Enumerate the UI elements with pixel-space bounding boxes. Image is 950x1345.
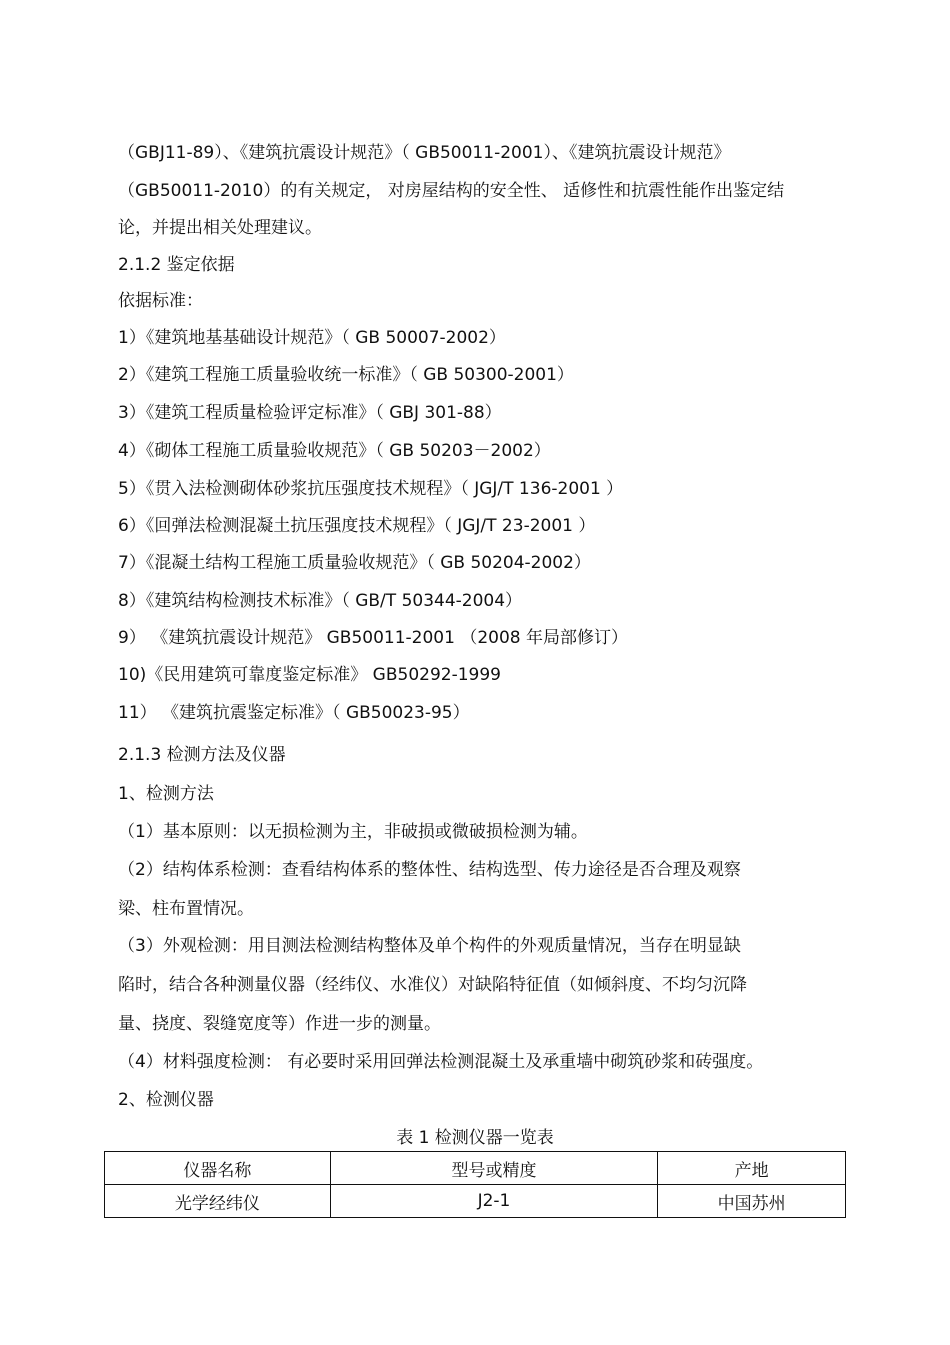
table-cell: J2-1 bbox=[330, 1185, 658, 1218]
paragraph-line: （1）基本原则：以无损检测为主，非破损或微破损检测为辅。 bbox=[118, 822, 588, 842]
standard-list-item: 9） 《建筑抗震设计规范》 GB50011-2001 （2008 年局部修订） bbox=[118, 628, 629, 648]
paragraph-line: 量、挠度、裂缝宽度等）作进一步的测量。 bbox=[118, 1014, 441, 1034]
section-heading: 2.1.2 鉴定依据 bbox=[118, 255, 235, 275]
paragraph-line: （3）外观检测：用目测法检测结构整体及单个构件的外观质量情况，当存在明显缺 bbox=[118, 936, 741, 956]
standard-list-item: 7）《混凝土结构工程施工质量验收规范》（ GB 50204-2002） bbox=[118, 553, 591, 573]
standard-list-item: 11） 《建筑抗震鉴定标准》（ GB50023-95） bbox=[118, 703, 470, 723]
section-heading: 2.1.3 检测方法及仪器 bbox=[118, 745, 286, 765]
paragraph-line: （GB50011-2010）的有关规定， 对房屋结构的安全性、 适修性和抗震性能作出鉴定结 bbox=[118, 181, 785, 201]
column-header: 仪器名称 bbox=[105, 1152, 331, 1185]
standard-list-item: 3）《建筑工程质量检验评定标准》（ GBJ 301-88） bbox=[118, 403, 502, 423]
table-row bbox=[105, 1185, 846, 1218]
paragraph-line: （4）材料强度检测： 有必要时采用回弹法检测混凝土及承重墙中砌筑砂浆和砖强度。 bbox=[118, 1052, 764, 1072]
table-cell: 中国苏州 bbox=[658, 1185, 846, 1218]
subsection-heading: 2、检测仪器 bbox=[118, 1090, 214, 1110]
standard-list-item: 10)《民用建筑可靠度鉴定标准》 GB50292-1999 bbox=[118, 665, 501, 685]
standard-list-item: 1）《建筑地基基础设计规范》（ GB 50007-2002） bbox=[118, 328, 506, 348]
paragraph-line: 依据标准： bbox=[118, 291, 203, 311]
paragraph-line: 陷时，结合各种测量仪器（经纬仪、水准仪）对缺陷特征值（如倾斜度、不均匀沉降 bbox=[118, 975, 747, 995]
paragraph-line: 论，并提出相关处理建议。 bbox=[118, 218, 322, 238]
table-header-row bbox=[105, 1152, 846, 1185]
table-caption: 表 1 检测仪器一览表 bbox=[396, 1128, 554, 1148]
instrument-table bbox=[104, 1151, 846, 1218]
column-header: 型号或精度 bbox=[330, 1152, 658, 1185]
standard-list-item: 4）《砌体工程施工质量验收规范》（ GB 50203－2002） bbox=[118, 441, 551, 461]
standard-list-item: 5）《贯入法检测砌体砂浆抗压强度技术规程》（ JGJ/T 136-2001 ） bbox=[118, 479, 624, 499]
standard-list-item: 6）《回弹法检测混凝土抗压强度技术规程》（ JGJ/T 23-2001 ） bbox=[118, 516, 596, 536]
paragraph-line: （GBJ11-89）、《建筑抗震设计规范》（ GB50011-2001）、《建筑抗震设计规范》 bbox=[118, 143, 731, 163]
paragraph-line: （2）结构体系检测：查看结构体系的整体性、结构选型、传力途径是否合理及观察 bbox=[118, 860, 741, 880]
standard-list-item: 2）《建筑工程施工质量验收统一标准》（ GB 50300-2001） bbox=[118, 365, 574, 385]
standard-list-item: 8）《建筑结构检测技术标准》（ GB/T 50344-2004） bbox=[118, 591, 523, 611]
paragraph-line: 梁、柱布置情况。 bbox=[118, 899, 254, 919]
table-cell: 光学经纬仪 bbox=[105, 1185, 331, 1218]
subsection-heading: 1、检测方法 bbox=[118, 784, 214, 804]
column-header: 产地 bbox=[658, 1152, 846, 1185]
